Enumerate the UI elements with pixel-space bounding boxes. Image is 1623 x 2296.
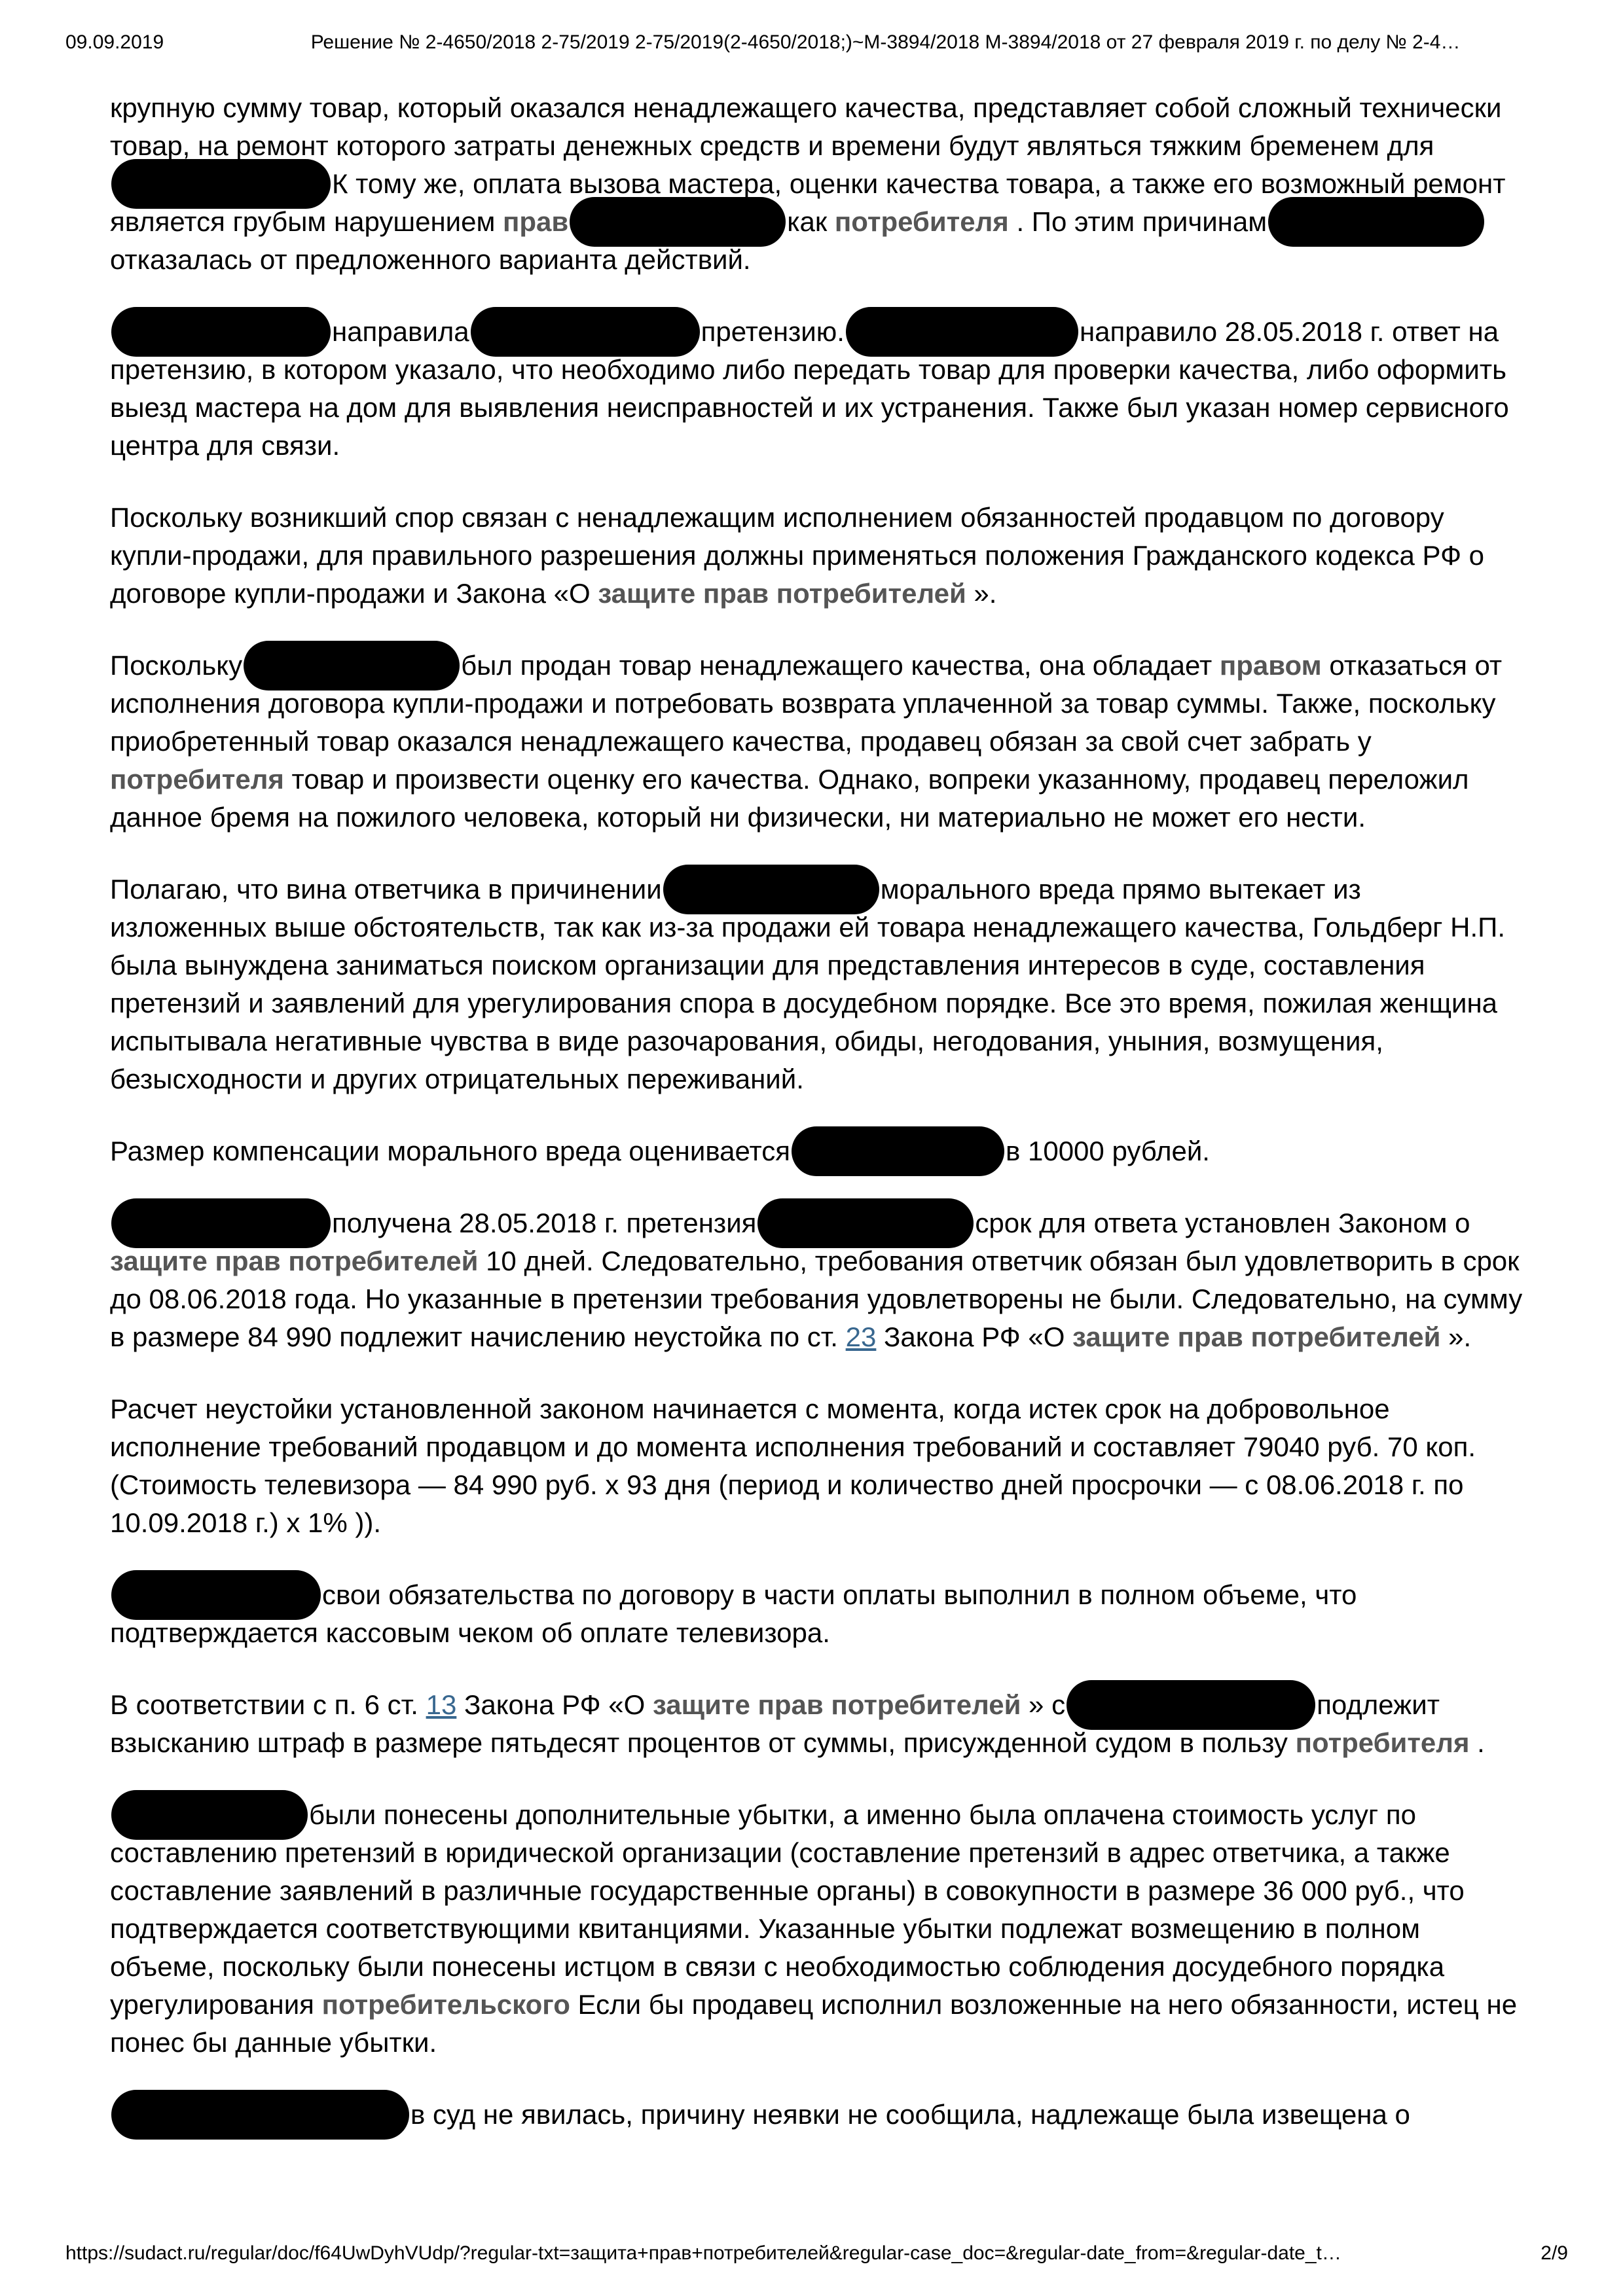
print-header xyxy=(65,31,1568,54)
text-run: Поскольку возникший спор связан с ненадлежащим исполнением обязанностей продавцом по договору купли-продажи, для правильного разрешения должны применяться положения Гражданского кодекса РФ о договоре купли-продажи и Закона «О xyxy=(110,502,1485,609)
text-run: претензию. xyxy=(701,316,845,347)
redaction-box xyxy=(479,315,692,349)
text-run: Размер компенсации морального вреда оценивается xyxy=(110,1136,790,1166)
paragraph xyxy=(110,1796,1525,2062)
text-run: . xyxy=(1469,1727,1485,1758)
print-footer xyxy=(65,2242,1568,2265)
text-run: » с xyxy=(1021,1689,1066,1720)
highlighted-search-term: защите прав потребителей xyxy=(110,1246,479,1276)
paragraph xyxy=(110,647,1525,836)
text-run: подлежит взысканию штраф в размере пятьдесят процентов от суммы, присужденной судом в пользу xyxy=(110,1689,1440,1758)
text-run: товар и произвести оценку его качества. Однако, вопреки указанному, продавец переложил данное бремя на пожилого человека, который ни физически, ни материально не может его нести. xyxy=(110,764,1469,833)
paragraph xyxy=(110,1132,1525,1170)
paragraph xyxy=(110,1686,1525,1762)
text-run: направила xyxy=(332,316,469,347)
redaction-box xyxy=(854,315,1070,349)
redaction-box xyxy=(577,205,778,239)
highlighted-search-term: защите прав потребителей xyxy=(1072,1321,1441,1352)
redaction-box xyxy=(765,1206,966,1240)
text-run: В соответствии с п. 6 ст. xyxy=(110,1689,426,1720)
paragraph xyxy=(110,313,1525,465)
paragraph xyxy=(110,89,1525,279)
text-run: ». xyxy=(966,578,997,609)
text-run: крупную сумму товар, который оказался ненадлежащего качества, представляет собой сложный технически товар, на ремонт которого затраты денежных средств и времени будут являться тяжким бременем для xyxy=(110,92,1502,161)
text-run: Если бы продавец исполнил возложенные на него обязанности, истец не понес бы данные убытки. xyxy=(110,1989,1518,2058)
redaction-box xyxy=(119,315,323,349)
text-run: был продан товар ненадлежащего качества, она обладает xyxy=(461,650,1220,681)
document-title: Решение № 2-4650/2018 2-75/2019 2-75/2019(2-4650/2018;)~М-3894/2018 М-3894/2018 от 27 февраля 2019 г. по делу № 2-4… xyxy=(310,31,1461,53)
text-run: были понесены дополнительные убытки, а именно была оплачена стоимость услуг по составлению претензий в юридической организации (составление претензий в адрес ответчика, а также составление заявлений в различные государственные органы) в совокупности в размере 36 000 руб., что подтверждается соответствующими квитанциями. Указанные убытки подлежат возмещению в полном объеме, поскольку были понесены истцом в связи с необходимостью соблюдения досудебного порядка урегулирования xyxy=(110,1799,1465,2020)
redaction-box xyxy=(799,1134,996,1168)
text-run: . По этим причинам xyxy=(1008,206,1267,237)
redaction-box xyxy=(1276,205,1476,239)
print-date: 09.09.2019 xyxy=(65,31,164,53)
statute-article-link[interactable]: 13 xyxy=(426,1689,457,1720)
text-run: отказаться от исполнения договора купли-продажи и потребовать возврата уплаченной за товар суммы. Также, поскольку приобретенный товар оказался ненадлежащего качества, продавец обязан за свой счет забрать у xyxy=(110,650,1503,757)
redaction-box xyxy=(671,872,871,906)
text-run: получена 28.05.2018 г. претензия xyxy=(332,1208,757,1238)
paragraph xyxy=(110,499,1525,613)
text-run: Закона РФ «О xyxy=(456,1689,653,1720)
redaction-box xyxy=(119,2098,401,2132)
highlighted-search-term: потребителя xyxy=(110,764,284,795)
redaction-box xyxy=(119,1798,300,1832)
text-run: свои обязательства по договору в части оплаты выполнил в полном объеме, что подтверждается кассовым чеком об оплате телевизора. xyxy=(110,1579,1357,1648)
text-run: в суд не явилась, причину неявки не сообщила, надлежаще была извещена о xyxy=(410,2099,1410,2130)
text-run: Поскольку xyxy=(110,650,243,681)
highlighted-search-term: защите прав потребителей xyxy=(598,578,966,609)
redaction-box xyxy=(119,1578,313,1612)
paragraph xyxy=(110,1390,1525,1542)
highlighted-search-term: правом xyxy=(1219,650,1322,681)
text-run: Расчет неустойки установленной законом начинается с момента, когда истек срок на добровольное исполнение требований продавцом и до момента исполнения требований и составляет 79040 руб. 70 коп. (Стоимость телевизора — 84 990 руб. х 93 дня (период и количество дней просрочки — с 08.06.2018 г. по 10.09.2018 г.) х 1% )). xyxy=(110,1393,1476,1538)
text-run: 10 дней. Следовательно, требования ответчик обязан был удовлетворить в срок до 08.06.2018 года. Но указанные в претензии требования удовлетворены не были. Следовательно, на сумму в размере 84 990 подлежит начислению неустойка по ст. xyxy=(110,1246,1523,1352)
text-run: ». xyxy=(1440,1321,1472,1352)
highlighted-search-term: защите прав потребителей xyxy=(652,1689,1021,1720)
text-run: отказалась от предложенного варианта действий. xyxy=(110,244,751,275)
paragraph xyxy=(110,870,1525,1098)
redaction-box xyxy=(119,1206,323,1240)
text-run: срок для ответа установлен Законом о xyxy=(975,1208,1470,1238)
text-run: как xyxy=(787,206,835,237)
redaction-box xyxy=(119,167,323,201)
source-url: https://sudact.ru/regular/doc/f64UwDyhVUdp/?regular-txt=защита+прав+потребителей&regular-case_doc=&regular-date_from=&regular-date_t… xyxy=(65,2242,1341,2264)
page-number: 2/9 xyxy=(1541,2242,1568,2264)
highlighted-search-term: потребительского xyxy=(321,1989,570,2020)
text-run: Закона РФ «О xyxy=(876,1321,1073,1352)
text-run: в 10000 рублей. xyxy=(1006,1136,1210,1166)
text-run: Полагаю, что вина ответчика в причинении xyxy=(110,874,662,905)
highlighted-search-term: потребителя xyxy=(834,206,1009,237)
paragraph xyxy=(110,1204,1525,1356)
highlighted-search-term: прав xyxy=(503,206,569,237)
highlighted-search-term: потребителя xyxy=(1295,1727,1470,1758)
paragraph xyxy=(110,2096,1525,2134)
redaction-box xyxy=(251,649,452,683)
text-run: направило 28.05.2018 г. ответ на претензию, в котором указало, что необходимо либо передать товар для проверки качества, либо оформить выезд мастера на дом для выявления неисправностей и их устранения. Также был указан номер сервисного центра для связи. xyxy=(110,316,1509,461)
statute-article-link[interactable]: 23 xyxy=(845,1321,877,1352)
paragraph xyxy=(110,1576,1525,1652)
redaction-box xyxy=(1074,1688,1307,1722)
text-run: морального вреда прямо вытекает из изложенных выше обстоятельств, так как из-за продажи ей товара ненадлежащего качества, Гольдберг Н.П. была вынуждена заниматься поиском организации для представления интересов в суде, составления претензий и заявлений для урегулирования спора в досудебном порядке. Все это время, пожилая женщина испытывала негативные чувства в виде разочарования, обиды, негодования, уныния, возмущения, безысходности и других отрицательных переживаний. xyxy=(110,874,1506,1094)
document-body xyxy=(110,89,1525,2168)
text-run: К тому же, оплата вызова мастера, оценки качества товара, а также его возможный ремонт является грубым нарушением xyxy=(110,168,1506,237)
